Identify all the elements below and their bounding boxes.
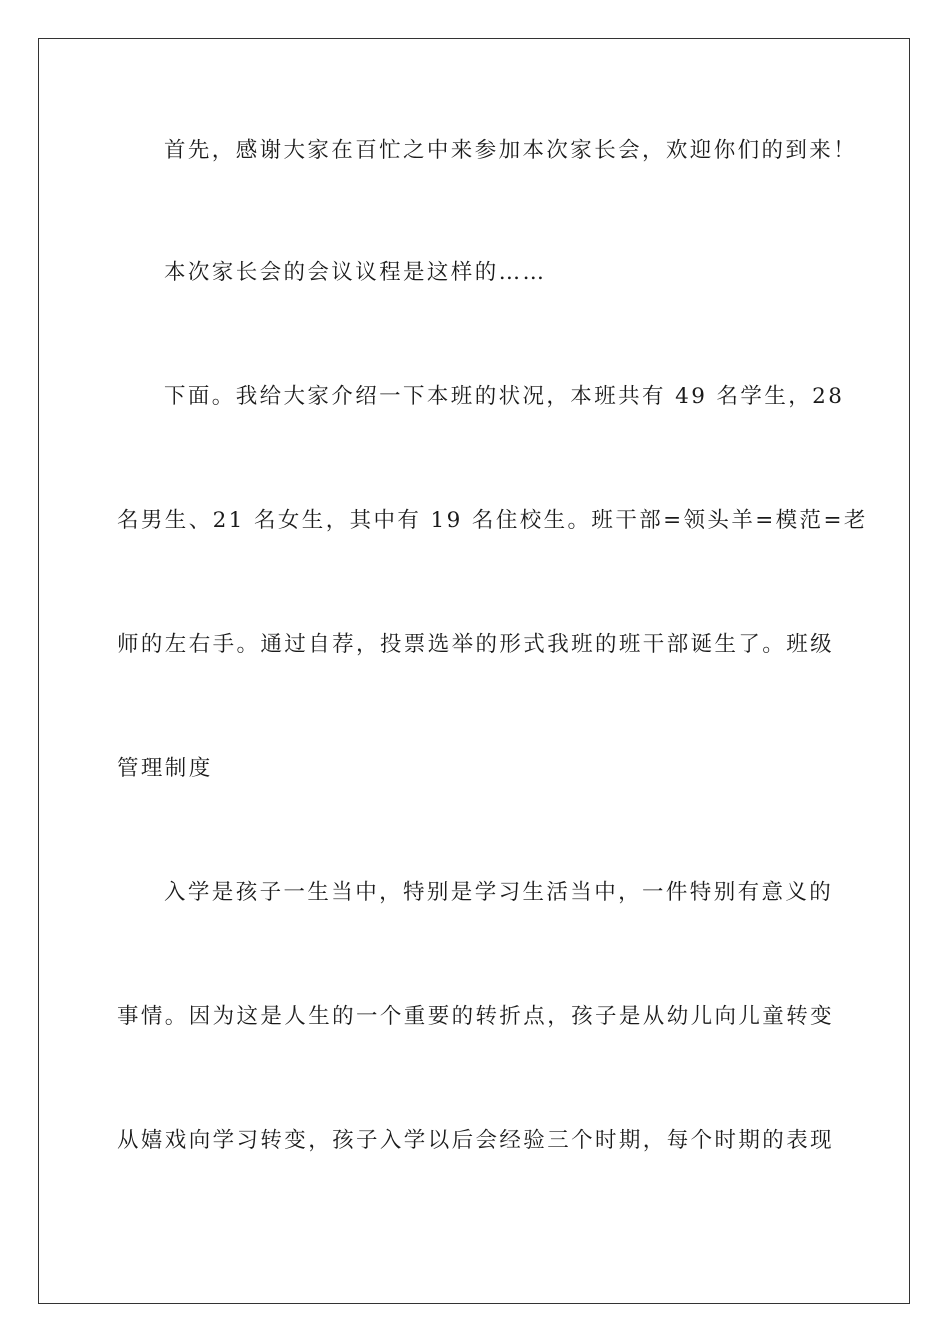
paragraph-class-intro-line-2: 名男生、21 名女生，其中有 19 名住校生。班干部=领头羊=模范=老 — [117, 508, 868, 533]
paragraph-class-intro-line-1: 下面。我给大家介绍一下本班的状况，本班共有 49 名学生，28 — [164, 384, 845, 409]
paragraph-school-entry-line-2: 事情。因为这是人生的一个重要的转折点，孩子是从幼儿向儿童转变 — [117, 1004, 835, 1029]
paragraph-school-entry-line-3: 从嬉戏向学习转变，孩子入学以后会经验三个时期，每个时期的表现 — [117, 1128, 835, 1153]
paragraph-welcome: 首先，感谢大家在百忙之中来参加本次家长会，欢迎你们的到来！ — [164, 138, 858, 163]
paragraph-agenda: 本次家长会的会议议程是这样的…… — [164, 260, 547, 285]
paragraph-school-entry-line-1: 入学是孩子一生当中，特别是学习生活当中，一件特别有意义的 — [164, 880, 834, 905]
page-border — [38, 38, 910, 1304]
paragraph-class-intro-line-4: 管理制度 — [117, 756, 213, 781]
paragraph-class-intro-line-3: 师的左右手。通过自荐，投票选举的形式我班的班干部诞生了。班级 — [117, 632, 835, 657]
